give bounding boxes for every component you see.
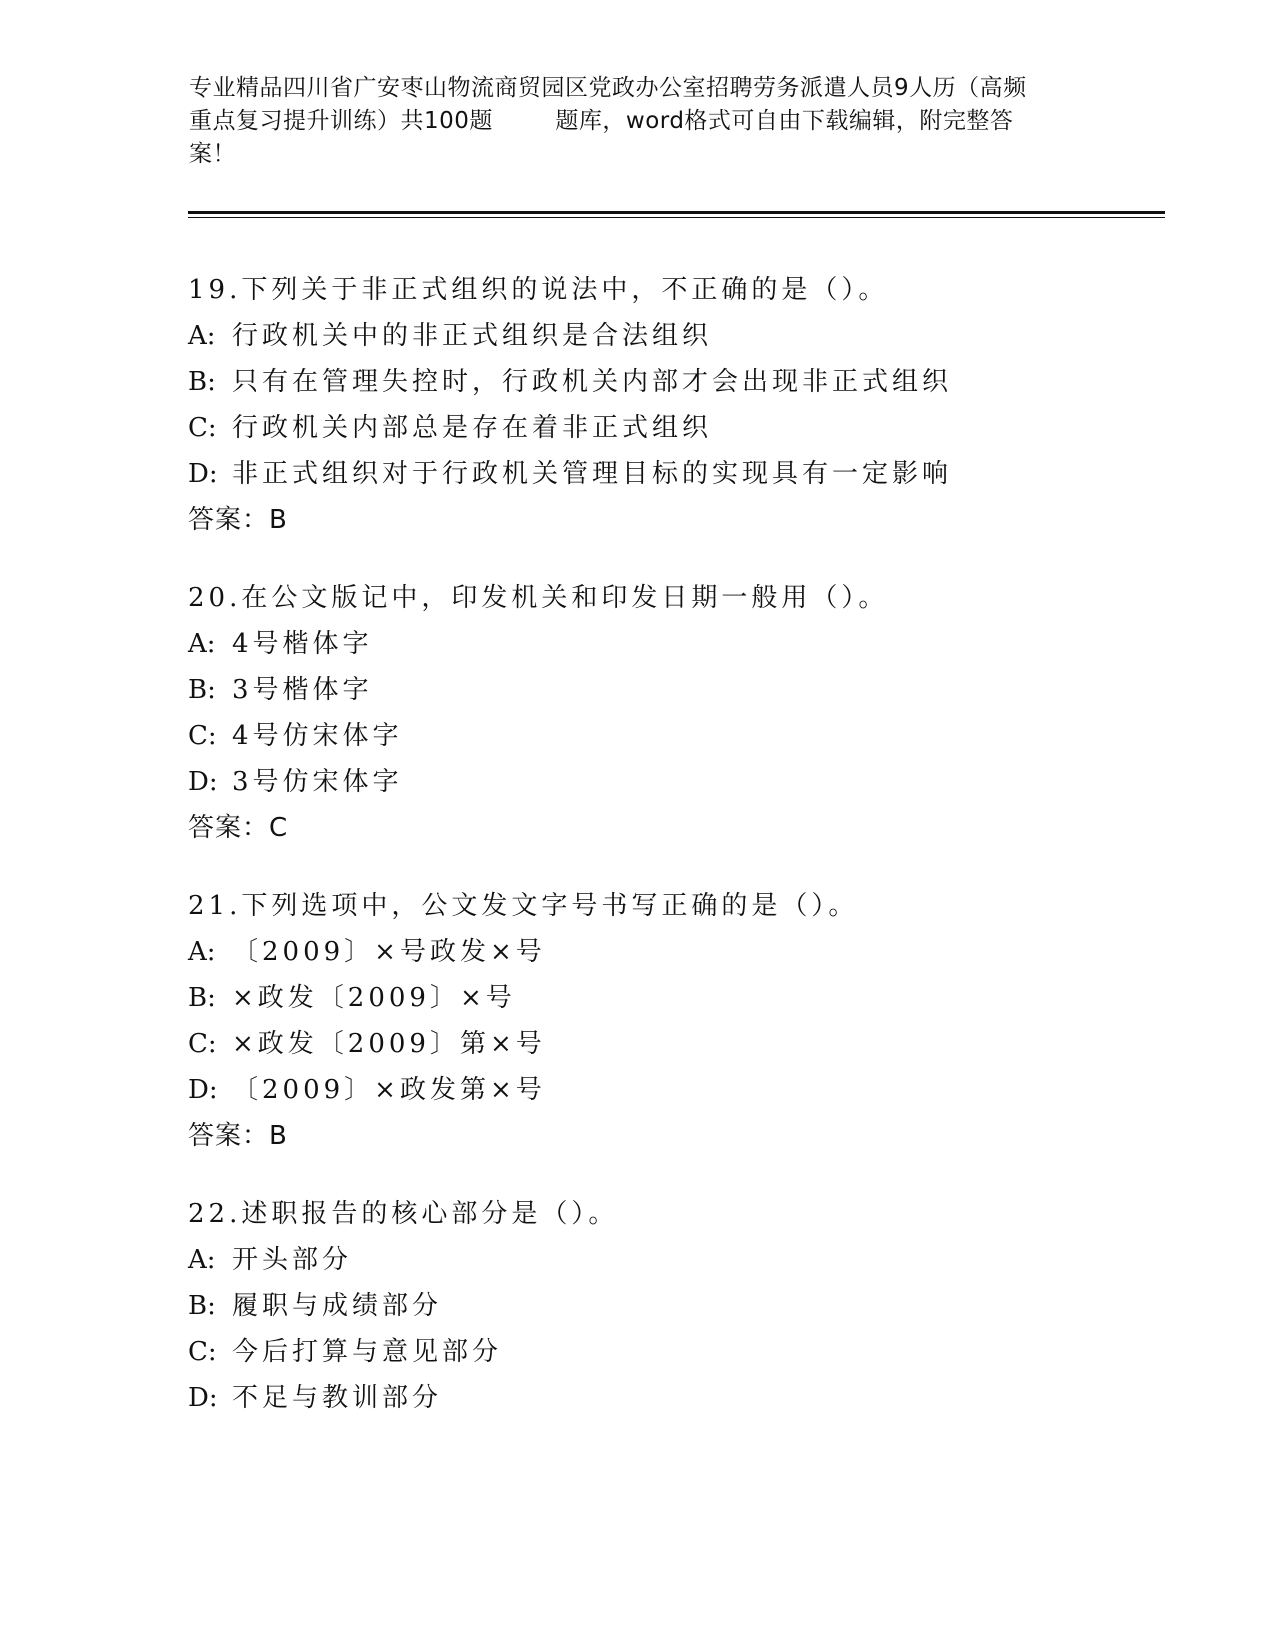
answer-label: 答案：C — [188, 813, 289, 843]
option-text: 履职与成绩部分 — [232, 1291, 443, 1321]
option-d — [188, 1375, 1168, 1421]
question-20 — [188, 575, 1168, 851]
option-text: 行政机关内部总是存在着非正式组织 — [232, 413, 713, 443]
option-d — [188, 759, 1168, 805]
option-text: ×政发〔2009〕第×号 — [232, 1029, 546, 1059]
question-stem: 22.述职报告的核心部分是（）。 — [188, 1199, 619, 1229]
option-key: A: — [188, 937, 216, 967]
answer-label: 答案：B — [188, 505, 288, 535]
option-d — [188, 451, 1168, 497]
option-text: 只有在管理失控时，行政机关内部才会出现非正式组织 — [232, 367, 953, 397]
option-key: D: — [188, 459, 218, 489]
option-c — [188, 405, 1168, 451]
option-key: C: — [188, 1029, 217, 1059]
option-c — [188, 1021, 1168, 1067]
header-line-3: 案！ — [189, 141, 236, 167]
option-c — [188, 1329, 1168, 1375]
option-a — [188, 1237, 1168, 1283]
document-header — [189, 72, 1089, 171]
option-text: 3号楷体字 — [232, 675, 373, 705]
option-text: 不足与教训部分 — [232, 1383, 443, 1413]
option-b — [188, 1283, 1168, 1329]
option-key: B: — [188, 983, 216, 1013]
header-line-2: 重点复习提升训练）共100题 题库，word格式可自由下载编辑，附完整答 — [189, 108, 1014, 134]
option-key: D: — [188, 767, 218, 797]
question-19 — [188, 267, 1168, 543]
option-b — [188, 975, 1168, 1021]
option-key: D: — [188, 1075, 218, 1105]
option-key: C: — [188, 1337, 217, 1367]
option-text: 4号仿宋体字 — [232, 721, 403, 751]
option-text: 3号仿宋体字 — [232, 767, 403, 797]
option-text: 4号楷体字 — [232, 629, 373, 659]
option-text: 〔2009〕×政发第×号 — [232, 1075, 546, 1105]
option-text: 非正式组织对于行政机关管理目标的实现具有一定影响 — [232, 459, 953, 489]
option-a — [188, 929, 1168, 975]
option-text: 〔2009〕×号政发×号 — [232, 937, 546, 967]
option-c — [188, 713, 1168, 759]
option-a — [188, 313, 1168, 359]
question-stem: 19.下列关于非正式组织的说法中，不正确的是（）。 — [188, 275, 889, 305]
answer-label: 答案：B — [188, 1121, 288, 1151]
option-text: 今后打算与意见部分 — [232, 1337, 503, 1367]
option-a — [188, 621, 1168, 667]
question-22 — [188, 1191, 1168, 1421]
option-key: A: — [188, 1245, 216, 1275]
option-key: C: — [188, 721, 217, 751]
header-divider-thick — [188, 211, 1165, 214]
option-key: B: — [188, 1291, 216, 1321]
question-stem: 21.下列选项中，公文发文字号书写正确的是（）。 — [188, 891, 859, 921]
option-b — [188, 667, 1168, 713]
question-stem: 20.在公文版记中，印发机关和印发日期一般用（）。 — [188, 583, 889, 613]
option-key: D: — [188, 1383, 218, 1413]
option-text: 开头部分 — [232, 1245, 353, 1275]
option-d — [188, 1067, 1168, 1113]
option-key: B: — [188, 675, 216, 705]
question-21 — [188, 883, 1168, 1159]
option-text: ×政发〔2009〕×号 — [232, 983, 516, 1013]
option-key: B: — [188, 367, 216, 397]
option-key: A: — [188, 321, 216, 351]
question-list — [188, 267, 1168, 1453]
option-key: A: — [188, 629, 216, 659]
option-text: 行政机关中的非正式组织是合法组织 — [232, 321, 713, 351]
header-line-1: 专业精品四川省广安枣山物流商贸园区党政办公室招聘劳务派遣人员9人历（高频 — [189, 75, 1027, 101]
option-b — [188, 359, 1168, 405]
option-key: C: — [188, 413, 217, 443]
header-divider-thin — [188, 217, 1165, 218]
